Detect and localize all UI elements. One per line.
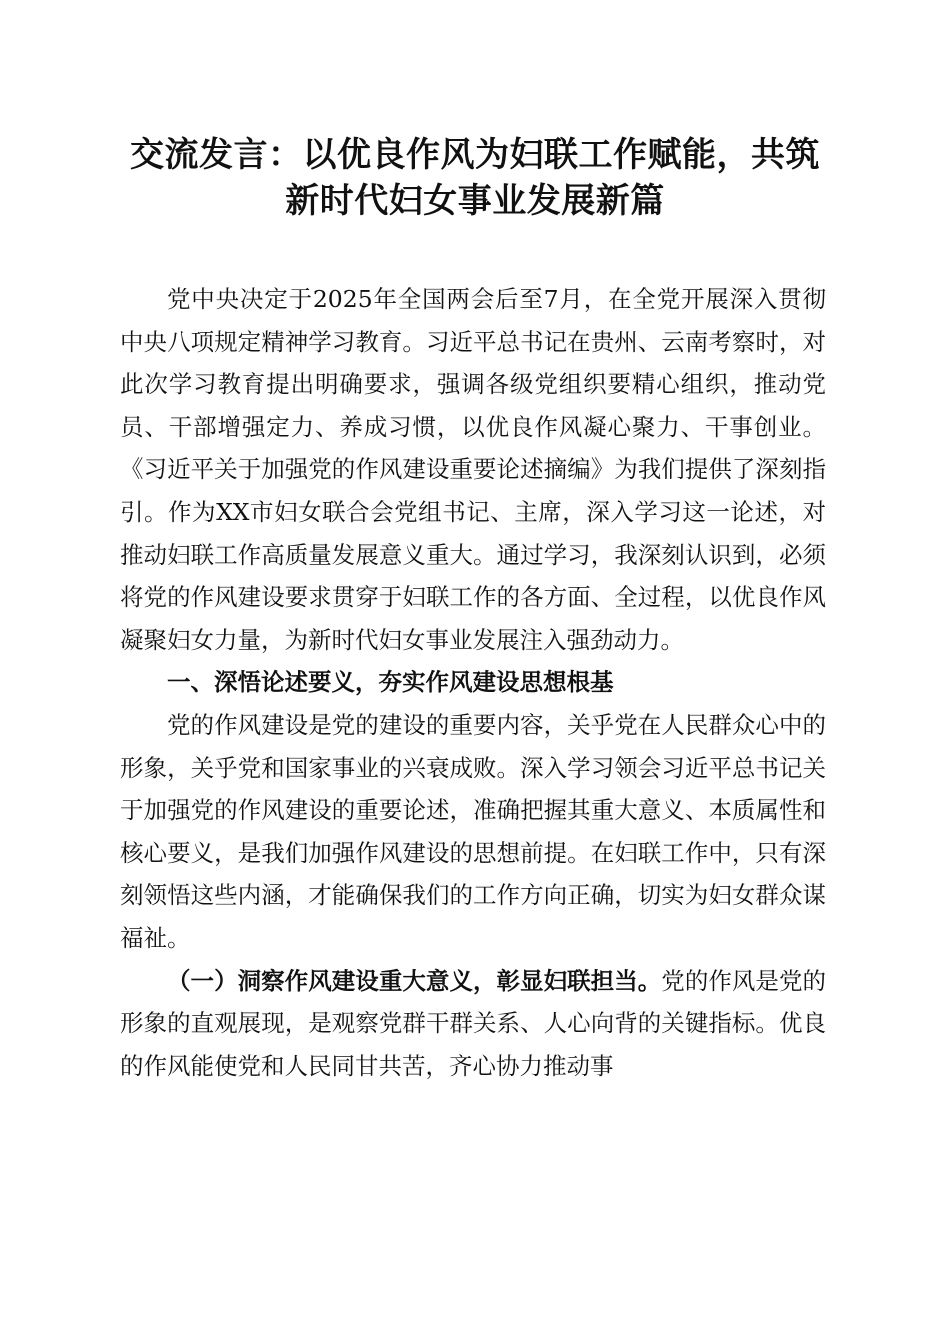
document-title (100, 132, 850, 224)
title-line-1: 交流发言：以优良作风为妇联工作赋能，共筑 (130, 135, 820, 175)
section-heading-1: 一、深悟论述要义，夯实作风建设思想根基 (167, 668, 614, 697)
subsection-text: 党的作风是党的形象的直观展现，是观察党群干群关系、人心向背的关键指标。优良的作风能使党和人民同甘共苦，齐心协力推动事 (120, 966, 827, 1080)
paragraph-section-1: 党的作风建设是党的建设的重要内容，关乎党在人民群众心中的形象，关乎党和国家事业的兴衰成败。深入学习领会习近平总书记关于加强党的作风建设的重要论述，准确把握其重大意义、本质属性和核心要义，是我们加强作风建设的思想前提。在妇联工作中，只有深刻领悟这些内涵，才能确保我们的工作方向正确，切实为妇女群众谋福祉。 (120, 710, 826, 952)
subsection-lead: （一）洞察作风建设重大意义，彰显妇联担当。 (167, 966, 662, 995)
document-body (120, 278, 826, 1087)
title-line-2: 新时代妇女事业发展新篇 (285, 181, 665, 221)
paragraph-intro: 党中央决定于2025年全国两会后至7月，在全党开展深入贯彻中央八项规定精神学习教育。习近平总书记在贵州、云南考察时，对此次学习教育提出明确要求，强调各级党组织要精心组织，推动党员、干部增强定力、养成习惯，以优良作风凝心聚力、干事创业。《习近平关于加强党的作风建设重要论述摘编》为我们提供了深刻指引。作为XX市妇女联合会党组书记、主席，深入学习这一论述，对推动妇联工作高质量发展意义重大。通过学习，我深刻认识到，必须将党的作风建设要求贯穿于妇联工作的各方面、全过程，以优良作风凝聚妇女力量，为新时代妇女事业发展注入强劲动力。 (120, 285, 826, 654)
paragraph-subsection-1 (120, 960, 826, 1088)
